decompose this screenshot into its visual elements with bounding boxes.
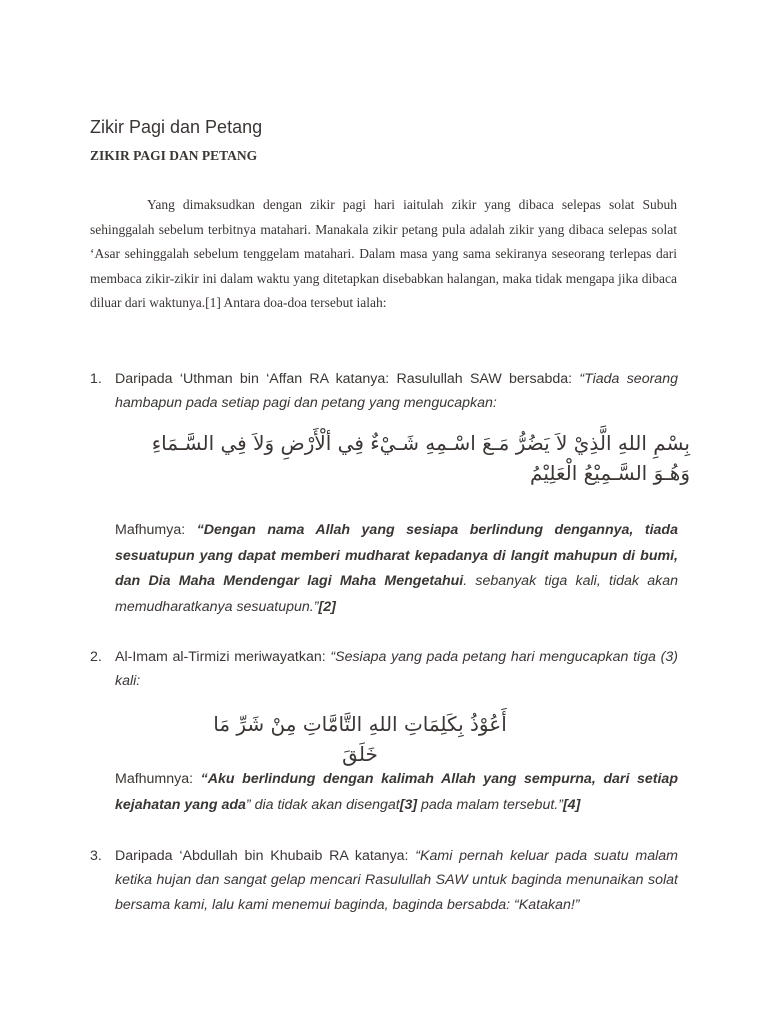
meaning-label: Mafhumya: (115, 522, 197, 538)
list-item-text (115, 367, 678, 416)
arabic-dua-2: أَعُوْذُ بِكَلِمَاتِ اللهِ التَّامَّاتِ مِنْ شَرِّ مَا خَلَقَ (213, 712, 507, 766)
list-item-text (115, 844, 678, 917)
hadith-quote: “Kami pernah keluar pada suatu malam ketika hujan dan sangat gelap mencari Rasulullah SAW untuk baginda menunaikan solat bersama kami, lalu kami menemui baginda, baginda bersabda: “Katakan!” (115, 848, 678, 913)
arabic-dua-1: بِسْمِ اللهِ الَّذِيْ لاَ يَضُرُّ مَـعَ اسْـمِهِ شَـيْءٌ فِي ألْأَرْضِ وَلاَ فِي السَّـمَاءِ وَهُـوَ السَّـمِيْعُ الْعَلِيْمُ (151, 431, 690, 485)
hadith-quote: “Tiada seorang hambapun pada setiap pagi dan petang yang mengucapkan: (115, 371, 678, 412)
list-number: 2. (90, 649, 102, 665)
hadith-quote: “Sesiapa yang pada petang hari mengucapkan tiga (3) kali: (115, 649, 678, 690)
section-heading: ZIKIR PAGI DAN PETANG (90, 148, 258, 163)
list-item-2 (90, 645, 678, 694)
footnote-ref[interactable]: [3] (399, 796, 418, 813)
meaning-paragraph-2 (115, 767, 678, 818)
hadith-lead: Daripada ‘Uthman bin ‘Affan RA katanya: Rasulullah SAW bersabda: (115, 371, 580, 387)
meaning-note-tail: pada malam tersebut.” (417, 796, 563, 813)
footnote-ref[interactable]: [4] (562, 796, 581, 813)
list-item-text (115, 645, 678, 694)
list-item-3 (90, 844, 678, 917)
meaning-translation: “Aku berlindung dengan kalimah Allah yang sempurna, dari setiap kejahatan yang ada (115, 771, 678, 813)
meaning-note: ” dia tidak akan disengat (245, 796, 400, 813)
list-item-1 (90, 367, 678, 416)
meaning-translation: “Dengan nama Allah yang sesiapa berlindung dengannya, tiada sesuatupun yang dapat memberi mudharat kepadanya di langit mahupun di bumi, dan Dia Maha Mendengar lagi Maha Mengetahui (115, 522, 678, 590)
footnote-ref[interactable]: [2] (318, 598, 336, 615)
document-title: Zikir Pagi dan Petang (90, 117, 263, 137)
list-number: 1. (90, 371, 102, 387)
meaning-note: . sebanyak tiga kali, tidak akan memudharatkanya sesuatupun.” (115, 573, 678, 615)
hadith-lead: Daripada ‘Abdullah bin Khubaib RA katanya: (115, 848, 416, 864)
meaning-paragraph-1 (115, 518, 678, 620)
hadith-lead: Al-Imam al-Tirmizi meriwayatkan: (115, 649, 331, 665)
list-number: 3. (90, 848, 102, 864)
intro-paragraph: Yang dimaksudkan dengan zikir pagi hari iaitulah zikir yang dibaca selepas solat Subuh sehinggalah sebelum terbitnya matahari. Manakala zikir petang pula adalah zikir yang dibaca selepas solat ‘Asar sehinggalah sebelum tenggelam matahari. Dalam masa yang sama sekiranya seseorang terlepas dari membaca zikir-zikir ini dalam waktu yang ditetapkan disebabkan halangan, maka tidak mengapa jika dibaca diluar dari waktunya.[1] Antara doa-doa tersebut ialah: (90, 197, 677, 311)
meaning-label: Mafhumnya: (115, 771, 201, 787)
